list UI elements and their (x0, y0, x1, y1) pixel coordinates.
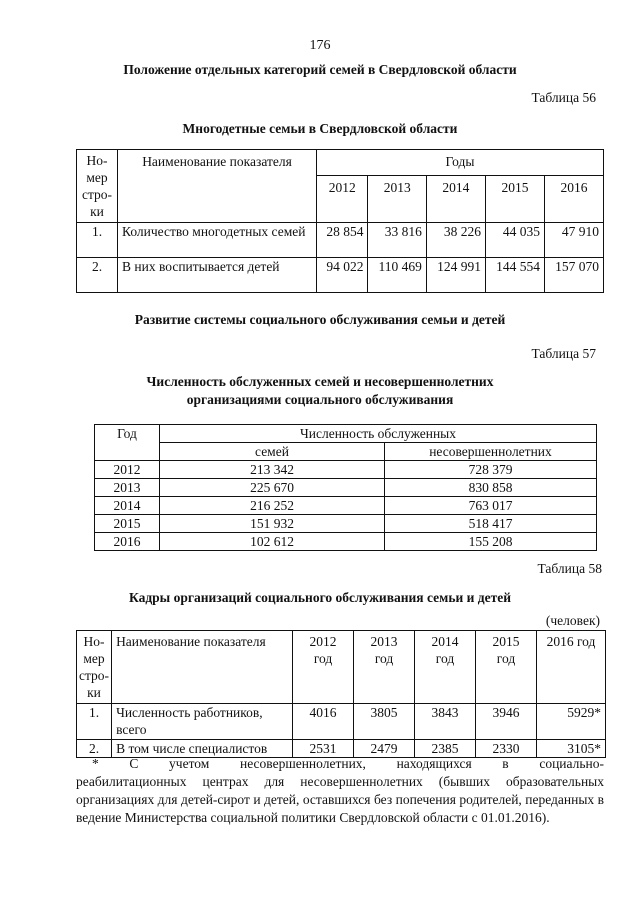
header-num-part: Но- (86, 153, 108, 168)
row-year: 2013 (95, 479, 160, 497)
table56-label: Таблица 56 (531, 90, 596, 105)
year-number: 2012 (309, 634, 337, 649)
row-year: 2016 (95, 533, 160, 551)
year-number: 2014 (431, 634, 459, 649)
section2-title: Развитие системы социального обслуживания семьи и детей (134, 312, 506, 327)
table56-header-name: Наименование показателя (118, 150, 317, 223)
cell-value: 47 910 (544, 223, 603, 258)
table57-header-families: семей (160, 443, 385, 461)
cell-value: 2330 (476, 740, 537, 758)
cell-value: 225 670 (160, 479, 385, 497)
table58 (76, 630, 606, 758)
table58-year (354, 631, 415, 704)
header-num-part: Но- (83, 634, 105, 649)
cell-value: 2385 (415, 740, 476, 758)
cell-value: 3805 (354, 704, 415, 740)
footnote-body: реабилитационных центрах для несовершеннолетних (бывших образовательных организациях для детей-сирот и детей, оставшихся без попечения родителей, переданных в ведение Министерства социальной политики Свердловской области с 01.01.2016). (76, 774, 604, 825)
year-number: 2015 (492, 634, 520, 649)
row-num: 1. (77, 704, 112, 740)
cell-value: 28 854 (317, 223, 368, 258)
table57-title-line2: организациями социального обслуживания (186, 392, 454, 407)
cell-value: 124 991 (426, 258, 485, 293)
row-name: Численность работников, всего (112, 704, 293, 740)
cell-value: 3946 (476, 704, 537, 740)
table-row (95, 515, 597, 533)
table57-title-line1: Численность обслуженных семей и несовершеннолетних (146, 374, 494, 389)
table58-header-num (77, 631, 112, 704)
row-num: 2. (77, 258, 118, 293)
header-num-part: мер (83, 651, 105, 666)
cell-value: 155 208 (385, 533, 597, 551)
table58-title: Кадры организаций социального обслуживания семьи и детей (128, 590, 511, 605)
row-name: В том числе специалистов (112, 740, 293, 758)
cell-value: 110 469 (368, 258, 426, 293)
table58-unit: (человек) (545, 613, 600, 628)
table56-title: Многодетные семьи в Свердловской области (182, 121, 458, 136)
cell-value: 728 379 (385, 461, 597, 479)
cell-value: 144 554 (485, 258, 544, 293)
table57-header-served: Численность обслуженных (160, 425, 597, 443)
table-row (77, 258, 604, 293)
header-num-part: мер (86, 170, 108, 185)
year-word: год (435, 651, 455, 666)
cell-value: 33 816 (368, 223, 426, 258)
cell-value: 763 017 (385, 497, 597, 515)
footnote (76, 755, 604, 827)
section-title: Положение отдельных категорий семей в Свердловской области (123, 62, 517, 77)
table58-year (293, 631, 354, 704)
cell-value: 3843 (415, 704, 476, 740)
table56-header-years: Годы (317, 150, 604, 176)
row-name: Количество многодетных семей (118, 223, 317, 258)
cell-value: 102 612 (160, 533, 385, 551)
header-num-part: стро- (81, 187, 113, 202)
page-number: 176 (309, 38, 331, 53)
year-number: 2013 (370, 634, 398, 649)
table-row (95, 461, 597, 479)
table-row (95, 497, 597, 515)
cell-value: 157 070 (544, 258, 603, 293)
table56-year: 2014 (426, 175, 485, 222)
row-year: 2012 (95, 461, 160, 479)
table-row (77, 704, 606, 740)
table56-year: 2016 (544, 175, 603, 222)
cell-value: 94 022 (317, 258, 368, 293)
cell-value: 2479 (354, 740, 415, 758)
table58-year (415, 631, 476, 704)
cell-value: 3105* (537, 740, 606, 758)
row-year: 2015 (95, 515, 160, 533)
row-num: 2. (77, 740, 112, 758)
table57-title (0, 373, 640, 409)
cell-value: 4016 (293, 704, 354, 740)
header-num-part: ки (87, 685, 101, 700)
table58-header-name: Наименование показателя (112, 631, 293, 704)
table58-year: 2016 год (537, 631, 606, 704)
table56-year: 2013 (368, 175, 426, 222)
table-row (95, 533, 597, 551)
table56-year: 2012 (317, 175, 368, 222)
table57 (94, 424, 597, 551)
cell-value: 830 858 (385, 479, 597, 497)
table-row (95, 479, 597, 497)
cell-value: 44 035 (485, 223, 544, 258)
row-name: В них воспитывается детей (118, 258, 317, 293)
table-row (77, 223, 604, 258)
table56-year: 2015 (485, 175, 544, 222)
cell-value: 2531 (293, 740, 354, 758)
cell-value: 5929* (537, 704, 606, 740)
year-word: год (313, 651, 333, 666)
table56 (76, 149, 604, 293)
year-word: год (496, 651, 516, 666)
table56-header-num (77, 150, 118, 223)
row-year: 2014 (95, 497, 160, 515)
table57-header-year: Год (95, 425, 160, 461)
table58-year (476, 631, 537, 704)
cell-value: 518 417 (385, 515, 597, 533)
cell-value: 216 252 (160, 497, 385, 515)
footnote-line1: * С учетом несовершеннолетних, находящихся в социально- (92, 756, 604, 771)
table57-label: Таблица 57 (531, 346, 596, 361)
cell-value: 38 226 (426, 223, 485, 258)
header-num-part: ки (90, 204, 104, 219)
table57-header-minors: несовершеннолетних (385, 443, 597, 461)
table58-label: Таблица 58 (537, 561, 602, 576)
year-word: год (374, 651, 394, 666)
cell-value: 151 932 (160, 515, 385, 533)
header-num-part: стро- (79, 668, 110, 683)
row-num: 1. (77, 223, 118, 258)
cell-value: 213 342 (160, 461, 385, 479)
